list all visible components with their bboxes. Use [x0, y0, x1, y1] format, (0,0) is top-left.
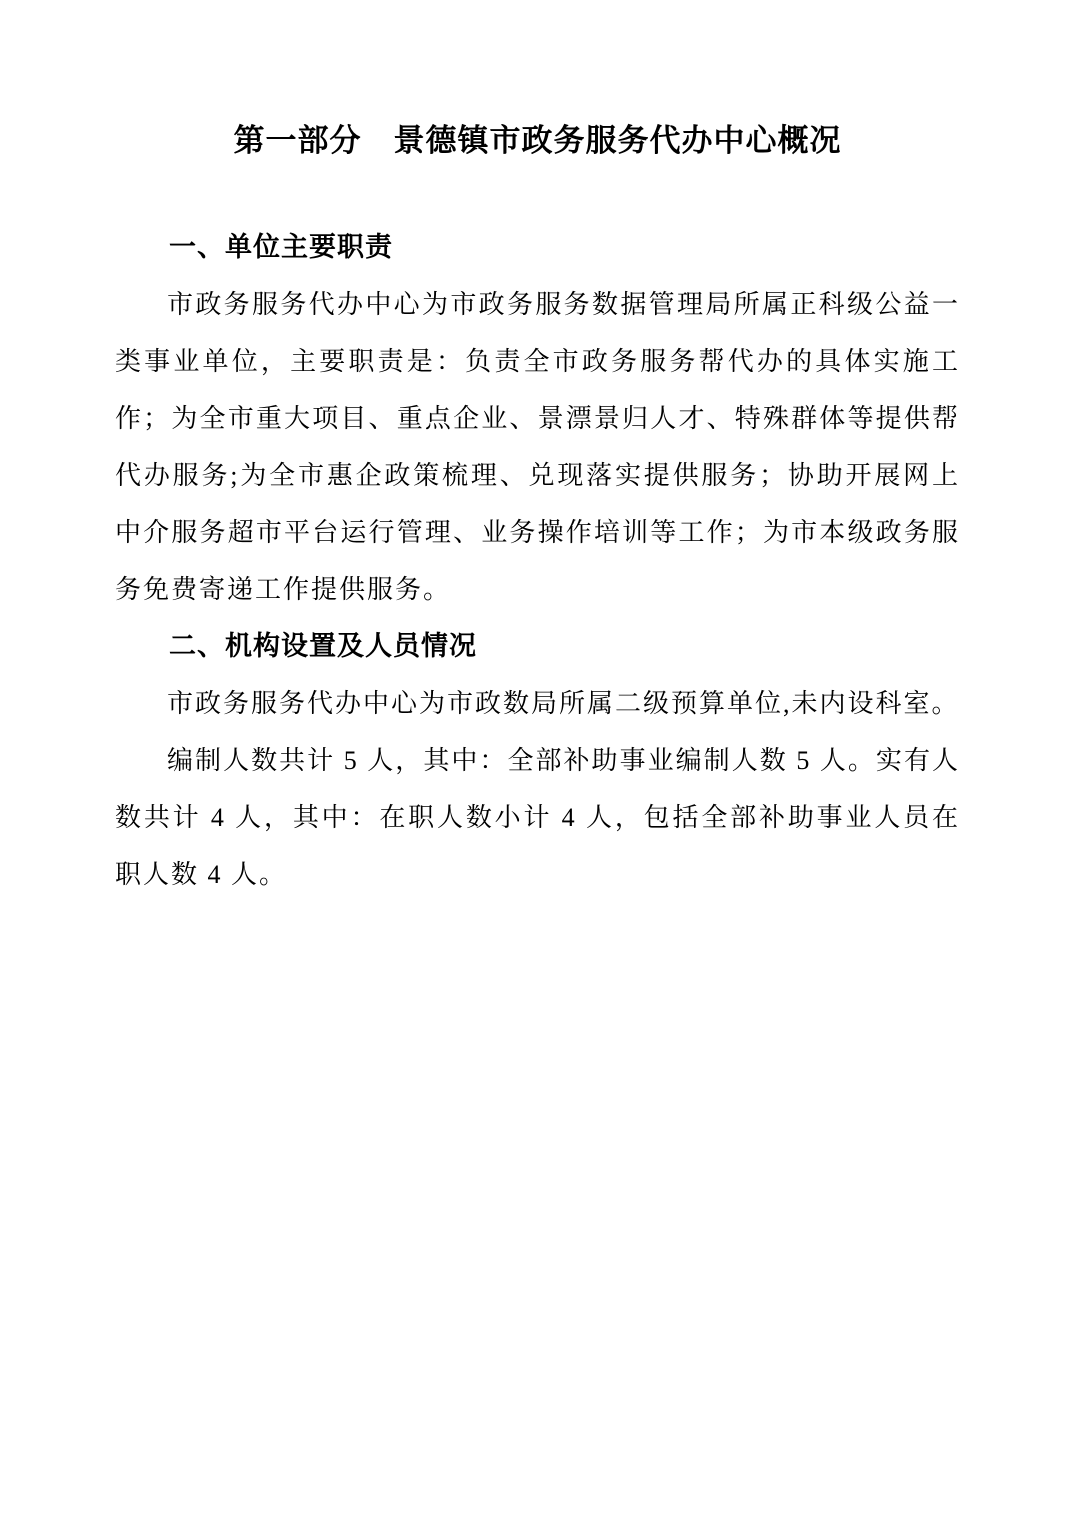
- paragraph-unit-duties: 市政务服务代办中心为市政务服务数据管理局所属正科级公益一类事业单位，主要职责是：负责全市政务服务帮代办的具体实施工作；为全市重大项目、重点企业、景漂景归人才、特殊群体等提供帮代办服务;为全市惠企政策梳理、兑现落实提供服务；协助开展网上中介服务超市平台运行管理、业务操作培训等工作；为市本级政务服务免费寄递工作提供服务。: [115, 290, 960, 604]
- section-heading-unit-duties: 一、单位主要职责: [169, 232, 393, 262]
- section-heading-organization-staffing: 二、机构设置及人员情况: [169, 631, 477, 661]
- section-unit-duties: [115, 219, 960, 618]
- paragraph-budget-unit: 市政务服务代办中心为市政数局所属二级预算单位,未内设科室。: [167, 689, 960, 718]
- section-organization-staffing: [115, 618, 960, 903]
- document-title: 第一部分 景德镇市政务服务代办中心概况: [233, 123, 842, 158]
- paragraph-staff-counts: 编制人数共计 5 人，其中：全部补助事业编制人数 5 人。实有人数共计 4 人，其中：在职人数小计 4 人，包括全部补助事业人员在职人数 4 人。: [115, 746, 960, 889]
